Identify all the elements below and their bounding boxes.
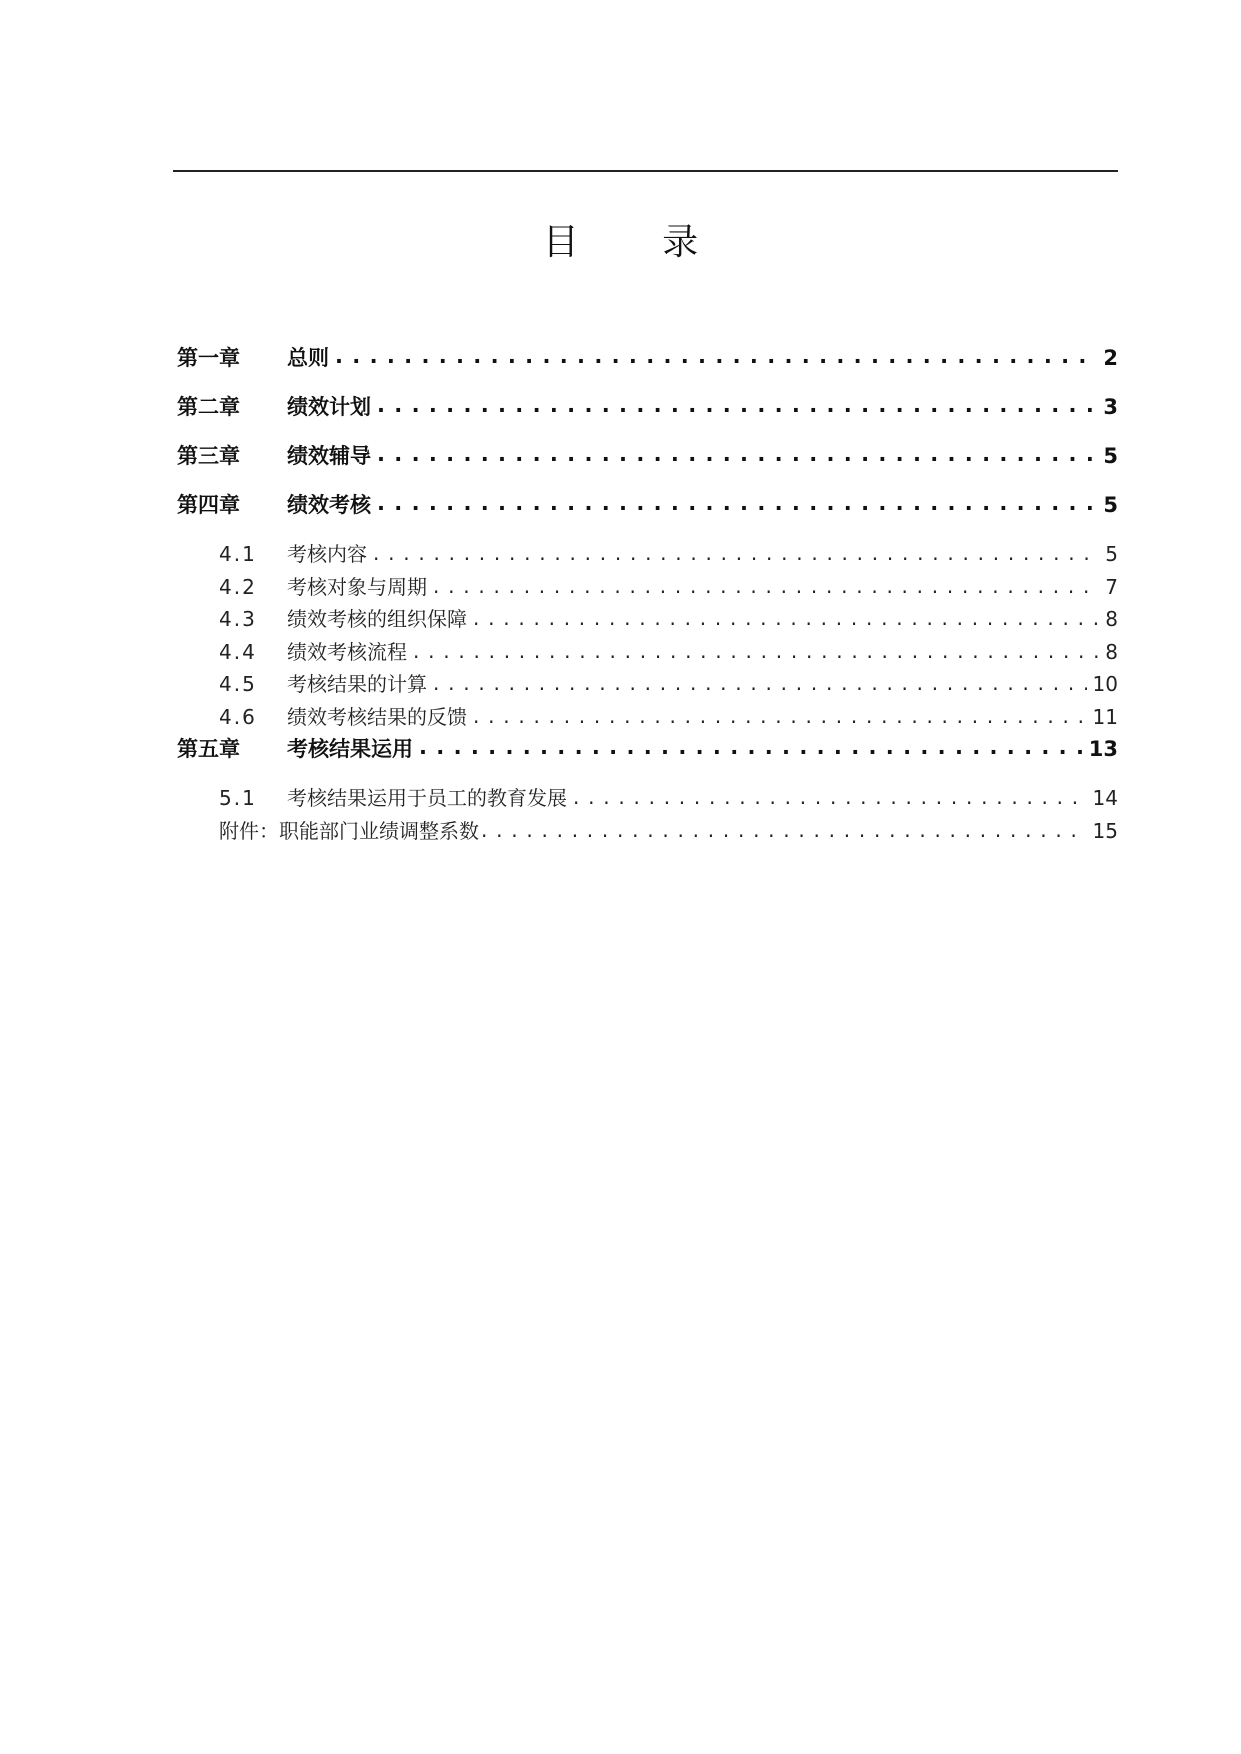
toc-page-number: 7 bbox=[1105, 574, 1118, 599]
toc-entry-title: 绩效考核流程 bbox=[287, 639, 407, 664]
toc-chapter-number: 第四章 bbox=[177, 493, 240, 517]
toc-chapter-number: 第五章 bbox=[177, 737, 240, 761]
toc-chapter-number: 第三章 bbox=[177, 444, 240, 468]
toc-page-number: 3 bbox=[1103, 395, 1118, 419]
toc-page-number: 11 bbox=[1092, 704, 1118, 729]
toc-entry-title: 考核结果运用于员工的教育发展 bbox=[287, 786, 567, 810]
toc-leader-dots bbox=[573, 785, 1087, 805]
toc-leader-dots bbox=[413, 639, 1099, 659]
toc-entry-title: 考核结果的计算 bbox=[287, 672, 427, 696]
toc-section-number: 4.6 bbox=[219, 704, 257, 729]
toc-entry-chapter-5[interactable] bbox=[177, 733, 1118, 782]
toc-leader-dots bbox=[473, 704, 1087, 724]
toc-entry-section-5-1[interactable] bbox=[177, 782, 1118, 815]
toc-page-number: 2 bbox=[1103, 346, 1118, 370]
toc-entry-title: 绩效计划 bbox=[287, 395, 371, 419]
toc-leader-dots bbox=[473, 606, 1099, 626]
toc-entry-title: 附件：职能部门业绩调整系数 bbox=[219, 818, 479, 843]
toc-entry-section-4-4[interactable] bbox=[177, 636, 1118, 669]
toc-page-number: 8 bbox=[1105, 639, 1118, 664]
toc-leader-dots bbox=[377, 491, 1097, 512]
toc-page-number: 5 bbox=[1105, 542, 1118, 566]
toc-entry-section-4-3[interactable] bbox=[177, 603, 1118, 636]
toc-leader-dots bbox=[373, 541, 1099, 561]
toc-entry-section-4-6[interactable] bbox=[177, 701, 1118, 734]
toc-leader-dots bbox=[419, 735, 1083, 756]
toc-entry-title: 绩效考核结果的反馈 bbox=[287, 704, 467, 729]
toc-entry-chapter-2[interactable] bbox=[177, 391, 1118, 440]
toc-page-number: 15 bbox=[1092, 818, 1118, 843]
toc-page-number: 10 bbox=[1092, 672, 1118, 696]
toc-section-number: 4.4 bbox=[219, 639, 257, 664]
toc-leader-dots bbox=[433, 671, 1087, 691]
toc-page-number: 14 bbox=[1092, 786, 1118, 810]
toc-page-number: 5 bbox=[1103, 444, 1118, 468]
toc-section-number: 4.2 bbox=[219, 574, 257, 599]
toc-entry-section-4-2[interactable] bbox=[177, 571, 1118, 604]
toc-entry-appendix[interactable] bbox=[177, 815, 1118, 848]
toc-leader-dots bbox=[377, 393, 1097, 414]
toc-entry-title: 考核对象与周期 bbox=[287, 574, 427, 599]
toc-entry-title: 考核结果运用 bbox=[287, 737, 413, 761]
toc-leader-dots bbox=[433, 574, 1099, 594]
toc-entry-section-4-5[interactable] bbox=[177, 668, 1118, 701]
toc-leader-dots bbox=[481, 818, 1087, 838]
toc-section-number: 4.3 bbox=[219, 607, 257, 631]
toc-leader-dots bbox=[377, 442, 1097, 463]
toc-entry-section-4-1[interactable] bbox=[177, 538, 1118, 571]
toc-entry-title: 考核内容 bbox=[287, 542, 367, 566]
toc-chapter-number: 第二章 bbox=[177, 395, 240, 419]
toc-entry-title: 绩效考核的组织保障 bbox=[287, 607, 467, 631]
toc-entry-title: 绩效考核 bbox=[287, 493, 371, 517]
header-rule bbox=[173, 170, 1118, 172]
toc-entry-title: 绩效辅导 bbox=[287, 444, 371, 468]
toc-page-number: 5 bbox=[1103, 493, 1118, 517]
toc-page-number: 8 bbox=[1105, 607, 1118, 631]
toc-entry-title: 总则 bbox=[287, 346, 329, 370]
toc-section-number: 4.5 bbox=[219, 672, 257, 696]
page-title: 目 录 bbox=[542, 222, 735, 263]
toc-section-number: 5.1 bbox=[219, 786, 257, 810]
toc-entry-chapter-4[interactable] bbox=[177, 489, 1118, 538]
table-of-contents bbox=[177, 342, 1118, 847]
toc-section-number: 4.1 bbox=[219, 542, 257, 566]
toc-entry-chapter-3[interactable] bbox=[177, 440, 1118, 489]
toc-entry-chapter-1[interactable] bbox=[177, 342, 1118, 391]
toc-page-number: 13 bbox=[1088, 737, 1118, 761]
toc-leader-dots bbox=[335, 344, 1097, 365]
toc-chapter-number: 第一章 bbox=[177, 346, 240, 370]
